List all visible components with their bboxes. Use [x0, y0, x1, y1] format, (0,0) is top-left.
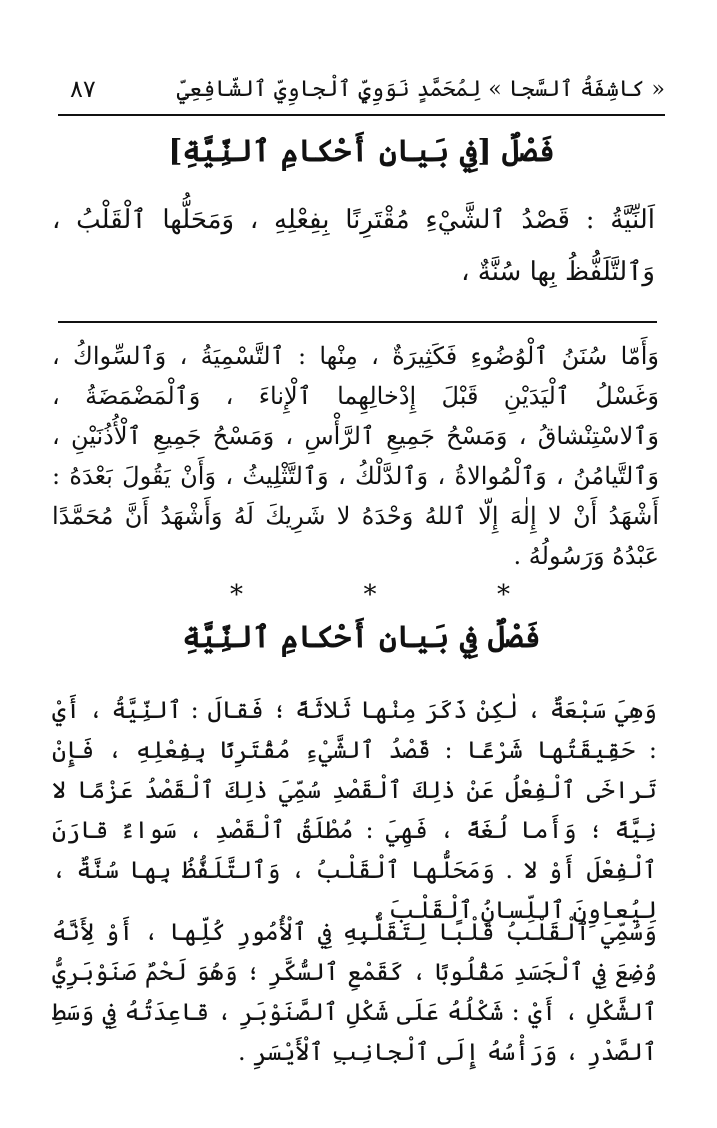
running-title: « كاشِفَةُ ٱلسَّجا » لِمُحَمَّدٍ نَوَوِيٍّ ٱلْجاوِيِّ ٱلشّافِعِيِّ	[176, 76, 665, 102]
section-divider-stars	[230, 580, 510, 610]
sharh-heading: فَصْلٌ فِي بَيانِ أَحْكامِ ٱلنِّيَّةِ	[182, 620, 541, 655]
sharh-paragraph-2: وَهِيَ سَبْعَةٌ ، لٰكِنْ ذَكَرَ مِنْها ثَلاثَةً ؛ فَقالَ : ٱلنِّيَّةُ ، أَيْ : حَقِيقَتُها شَرْعًا : قَصْدُ ٱلشَّيْءِ مُقْتَرِنًا بِفِعْلِهِ ، فَإِنْ تَراخَى ٱلْفِعْلُ عَنْ ذٰلِكَ ٱلْقَصْدِ سُمِّيَ ذٰلِكَ ٱلْقَصْدُ عَزْمًا لا نِيَّةً ؛ وَأَما لُغَةً ، فَهِيَ : مُطْلَقُ ٱلْقَصْدِ ، سَواءٌ قارَنَ ٱلْفِعْلَ أَوْ لا . وَمَحَلُّها ٱلْقَلْبُ ، وَٱلتَّلَفُّظُ بِها سُنَّةٌ ، لِيُعاوِنَ ٱللِّسانُ ٱلْقَلْبَ .	[52, 696, 657, 924]
sharh-paragraph-3: وَسُمِّيَ ٱلْقَلْبُ قَلْبًا لِتَقَلُّبِهِ فِي ٱلْأُمُورِ كُلِّها ، أَوْ لِأَنَّهُ وُضِعَ فِي ٱلْجَسَدِ مَقْلُوبًا ، كَقَمْعِ ٱلسُّكَّرِ ؛ وَهُوَ لَحْمٌ صَنَوْبَرِيُّ ٱلشَّكْلِ ، أَيْ : شَكْلُهُ عَلَى شَكْلِ ٱلصَّنَوْبَرِ ، قاعِدَتُهُ فِي وَسَطِ ٱلصَّدْرِ ، وَرَأْسُهُ إِلَى ٱلْجانِبِ ٱلْأَيْسَرِ .	[52, 918, 657, 1066]
matn-text: اَلنِّيَّةُ : قَصْدُ ٱلشَّيْءِ مُقْتَرِنًا بِفِعْلِهِ ، وَمَحَلُّها ٱلْقَلْبُ ، وَٱلتَّلَفُّظُ بِها سُنَّةٌ ،	[52, 205, 655, 287]
matn-sharh-divider-rule	[58, 321, 657, 323]
star-ornament: *	[230, 580, 243, 610]
star-ornament: *	[497, 580, 510, 610]
matn-heading: فَصْلٌ [فِي بَيانِ أَحْكامِ ٱلنِّيَّةِ]	[168, 134, 555, 169]
sharh-paragraph-1: وَأَمّا سُنَنُ ٱلْوُضُوءِ فَكَثِيرَةٌ ، مِنْها : ٱلتَّسْمِيَةُ ، وَٱلسِّواكُ ، وَغَسْلُ ٱلْيَدَيْنِ قَبْلَ إِدْخالِهِما ٱلْإِناءَ ، وَٱلْمَضْمَضَةُ ، وَٱلاسْتِنْشاقُ ، وَمَسْحُ جَمِيعِ ٱلرَّأْسِ ، وَمَسْحُ جَمِيعِ ٱلْأُذُنَيْنِ ، وَٱلتَّيامُنُ ، وَٱلْمُوالاةُ ، وَٱلدَّلْكُ ، وَٱلتَّثْلِيثُ ، وَأَنْ يَقُولَ بَعْدَهُ : أَشْهَدُ أَنْ لا إِلٰهَ إِلّا ٱللهُ وَحْدَهُ لا شَرِيكَ لَهُ وَأَشْهَدُ أَنَّ مُحَمَّدًا عَبْدُهُ وَرَسُولُهُ .	[52, 342, 659, 570]
header-rule	[58, 114, 665, 116]
page-header	[70, 70, 665, 108]
page-number: ٨٧	[70, 75, 96, 103]
star-ornament: *	[363, 580, 377, 610]
